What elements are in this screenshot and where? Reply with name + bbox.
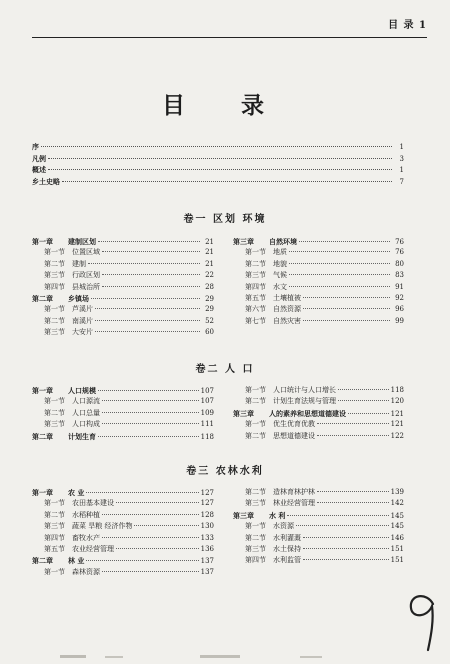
section-number: 第三节	[44, 522, 65, 531]
section-title: 县城治所	[72, 282, 100, 291]
page-number: 21	[205, 248, 214, 257]
section-entry[interactable]	[32, 498, 214, 509]
section-entry[interactable]	[233, 282, 404, 293]
chapter-number: 第三章	[233, 237, 254, 246]
page-number: 137	[200, 567, 214, 576]
dot-leader	[86, 560, 198, 561]
front-matter-item[interactable]	[32, 176, 404, 188]
volume-title: 卷二 人 口	[195, 364, 255, 375]
section-number: 第一节	[44, 499, 65, 508]
page-number: 122	[390, 431, 404, 440]
section-entry[interactable]	[32, 408, 214, 419]
dot-leader	[102, 286, 200, 287]
dot-leader	[317, 435, 389, 436]
page-number: 139	[390, 488, 404, 496]
page-number: 92	[395, 293, 404, 302]
section-title: 行政区划	[72, 271, 100, 280]
section-entry[interactable]	[32, 316, 214, 327]
page-title: 目 录	[161, 92, 288, 119]
scan-edge-marks	[0, 648, 450, 660]
section-title: 水资源	[273, 522, 294, 531]
dot-leader	[134, 525, 198, 526]
section-title: 自然资源	[273, 305, 301, 314]
page-number: 133	[200, 533, 214, 542]
dot-leader	[296, 525, 389, 526]
toc-column-right	[233, 385, 404, 442]
volume-title: 卷一 区划 环境	[183, 214, 267, 225]
dot-leader	[62, 181, 392, 182]
section-title: 人口构成	[72, 420, 100, 429]
section-title: 地质	[273, 248, 287, 257]
section-entry[interactable]	[32, 304, 214, 315]
chapter-title: 自然环境	[269, 237, 297, 246]
running-header-text: 目 录 1	[388, 20, 427, 31]
page-number: 128	[200, 510, 214, 519]
section-number: 第二节	[44, 510, 65, 519]
chapter-title: 人口规模	[68, 386, 96, 395]
dot-leader	[86, 492, 198, 493]
page-number: 7	[399, 178, 404, 187]
section-title: 自然灾害	[273, 316, 301, 325]
page-number: 83	[395, 271, 404, 280]
toc-column-right	[233, 487, 404, 567]
front-matter-list	[32, 141, 404, 188]
handwritten-nine-glyph	[403, 590, 441, 652]
section-title: 林业经营管理	[273, 499, 315, 508]
section-number: 第一节	[245, 522, 266, 531]
toc-column-right	[233, 236, 404, 327]
dot-leader	[303, 297, 390, 298]
chapter-number: 第二章	[32, 556, 53, 566]
section-entry[interactable]	[233, 498, 404, 509]
page-number: 136	[200, 544, 214, 553]
toc-column-left	[32, 385, 214, 442]
section-title: 土壤植被	[273, 293, 301, 302]
dot-leader	[48, 169, 392, 170]
volume-title: 卷三 农林水利	[186, 466, 264, 477]
chapter-number: 第三章	[233, 408, 254, 418]
chapter-title: 乡镇场	[68, 293, 89, 303]
section-title: 地貌	[273, 259, 287, 268]
dot-leader	[289, 286, 390, 287]
section-title: 水稻种植	[72, 510, 100, 519]
section-title: 大安片	[72, 328, 93, 337]
section-title: 建制	[72, 259, 86, 268]
section-number: 第二节	[44, 316, 65, 325]
dot-leader	[303, 537, 389, 538]
page-number: 76	[395, 238, 404, 246]
section-number: 第二节	[245, 488, 266, 496]
section-entry[interactable]	[233, 304, 404, 315]
chapter-entry[interactable]	[233, 236, 404, 247]
page-number: 127	[200, 489, 214, 497]
section-entry[interactable]	[32, 567, 214, 578]
section-title: 水文	[273, 282, 287, 291]
section-number: 第三节	[44, 328, 65, 337]
section-number: 第五节	[44, 544, 65, 553]
dot-leader	[98, 436, 199, 437]
dot-leader	[102, 251, 200, 252]
section-entry[interactable]	[233, 259, 404, 270]
section-entry[interactable]	[32, 327, 214, 338]
section-number: 第四节	[245, 282, 266, 291]
chapter-entry[interactable]	[32, 555, 214, 566]
page-number: 120	[390, 397, 404, 406]
section-number: 第三节	[245, 271, 266, 280]
section-entry[interactable]	[233, 293, 404, 304]
section-entry[interactable]	[233, 431, 404, 442]
section-title: 优生优育优教	[273, 420, 315, 429]
front-matter-item[interactable]	[32, 153, 404, 165]
chapter-title: 计划生育	[68, 431, 96, 441]
section-number: 第一节	[245, 248, 266, 257]
page-number: 76	[395, 248, 404, 257]
page-number: 29	[205, 305, 214, 314]
page-number: 146	[390, 533, 404, 542]
chapter-entry[interactable]	[32, 487, 214, 498]
page-number: 127	[200, 499, 214, 508]
section-entry[interactable]	[32, 533, 214, 544]
section-number: 第六节	[245, 305, 266, 314]
chapter-title: 人的素养和思想道德建设	[269, 408, 346, 418]
section-entry[interactable]	[32, 521, 214, 532]
dot-leader	[348, 413, 389, 414]
dot-leader	[338, 400, 389, 401]
section-title: 人口源流	[72, 397, 100, 406]
chapter-number: 第一章	[32, 237, 53, 246]
section-number: 第三节	[44, 271, 65, 280]
section-number: 第三节	[245, 499, 266, 508]
section-entry[interactable]	[233, 533, 404, 544]
chapter-title: 水 利	[269, 510, 286, 520]
chapter-entry[interactable]	[233, 408, 404, 419]
section-entry[interactable]	[233, 521, 404, 532]
chapter-entry[interactable]	[233, 510, 404, 521]
section-entry[interactable]	[233, 487, 404, 498]
section-number: 第二节	[245, 397, 266, 406]
page-number: 145	[390, 522, 404, 531]
section-number: 第一节	[44, 248, 65, 257]
chapter-entry[interactable]	[32, 236, 214, 247]
section-entry[interactable]	[233, 385, 404, 396]
dot-leader	[287, 515, 388, 516]
chapter-number: 第二章	[32, 431, 53, 441]
section-entry[interactable]	[233, 247, 404, 258]
dot-leader	[303, 320, 390, 321]
page-number: 99	[395, 316, 404, 325]
dot-leader	[299, 241, 390, 242]
page-number: 137	[200, 557, 214, 566]
page-number: 107	[200, 387, 214, 395]
chapter-number: 第二章	[32, 293, 53, 303]
front-matter-label: 概述	[32, 165, 46, 175]
front-matter-label: 乡土史略	[32, 177, 60, 187]
section-number: 第一节	[44, 397, 65, 406]
dot-leader	[102, 571, 199, 572]
page-number: 111	[200, 420, 214, 429]
chapter-entry[interactable]	[32, 385, 214, 396]
section-entry[interactable]	[233, 270, 404, 281]
dot-leader	[303, 559, 389, 560]
section-number: 第二节	[245, 259, 266, 268]
section-title: 水利灌溉	[273, 533, 301, 542]
dot-leader	[102, 400, 199, 401]
section-number: 第四节	[44, 533, 65, 542]
page-number: 118	[200, 432, 214, 441]
section-title: 造林育林护林	[273, 488, 315, 496]
page-number: 151	[390, 556, 404, 565]
page-number: 1	[399, 166, 404, 175]
section-title: 蔬菜 旱粮 经济作物	[72, 522, 133, 531]
page-number: 91	[395, 282, 404, 291]
toc-column-left	[32, 236, 214, 339]
section-entry[interactable]	[32, 396, 214, 407]
dot-leader	[102, 274, 200, 275]
page-number: 80	[395, 259, 404, 268]
dot-leader	[102, 423, 199, 424]
section-title: 气候	[273, 271, 287, 280]
section-title: 芦溪片	[72, 305, 93, 314]
section-title: 农业经营管理	[72, 544, 114, 553]
chapter-entry[interactable]	[32, 293, 214, 304]
dot-leader	[95, 320, 200, 321]
section-entry[interactable]	[32, 282, 214, 293]
scan-edge	[0, 645, 450, 657]
page-number: 130	[200, 522, 214, 531]
page-number: 121	[390, 420, 404, 429]
dot-leader	[116, 548, 199, 549]
chapter-title: 建制区划	[68, 237, 96, 246]
dot-leader	[88, 263, 200, 264]
page-number: 22	[205, 271, 214, 280]
section-entry[interactable]	[32, 419, 214, 430]
page-number: 1	[399, 143, 404, 151]
dot-leader	[95, 308, 200, 309]
page-number: 3	[399, 154, 404, 163]
section-number: 第二节	[245, 533, 266, 542]
section-number: 第五节	[245, 293, 266, 302]
dot-leader	[303, 548, 389, 549]
chapter-number: 第一章	[32, 488, 53, 497]
section-title: 人口总量	[72, 408, 100, 417]
section-number: 第二节	[44, 259, 65, 268]
running-header	[32, 14, 427, 38]
section-entry[interactable]	[32, 259, 214, 270]
section-number: 第三节	[44, 420, 65, 429]
dot-leader	[98, 241, 200, 242]
page-number: 121	[390, 409, 404, 418]
dot-leader	[317, 502, 389, 503]
page-number: 52	[205, 316, 214, 325]
chapter-number: 第一章	[32, 386, 53, 395]
front-matter-label: 凡例	[32, 153, 46, 163]
section-number: 第一节	[245, 420, 266, 429]
section-entry[interactable]	[32, 270, 214, 281]
chapter-title: 林 业	[68, 556, 85, 566]
dot-leader	[41, 146, 392, 147]
page-number: 21	[205, 238, 214, 246]
dot-leader	[317, 423, 389, 424]
section-title: 森林资源	[72, 567, 100, 576]
page-number: 107	[200, 397, 214, 406]
section-entry[interactable]	[32, 510, 214, 521]
section-title: 位置区域	[72, 248, 100, 257]
dot-leader	[289, 263, 390, 264]
dot-leader	[289, 274, 390, 275]
page-number: 29	[205, 294, 214, 303]
page-number: 118	[390, 386, 404, 394]
dot-leader	[95, 331, 200, 332]
section-title: 人口统计与人口增长	[273, 386, 336, 394]
dot-leader	[102, 412, 199, 413]
section-title: 思想道德建设	[273, 431, 315, 440]
chapter-title: 农 业	[68, 488, 85, 497]
section-entry[interactable]	[32, 544, 214, 555]
page-number: 151	[390, 544, 404, 553]
section-number: 第三节	[245, 544, 266, 553]
section-number: 第一节	[44, 305, 65, 314]
page-number: 109	[200, 408, 214, 417]
dot-leader	[48, 158, 392, 159]
page-number: 142	[390, 499, 404, 508]
section-number: 第一节	[245, 386, 266, 394]
page-number: 28	[205, 282, 214, 291]
page-number: 145	[390, 511, 404, 520]
chapter-number: 第三章	[233, 510, 254, 520]
section-entry[interactable]	[233, 544, 404, 555]
dot-leader	[102, 514, 199, 515]
dot-leader	[303, 308, 390, 309]
page-number: 21	[205, 259, 214, 268]
dot-leader	[289, 251, 390, 252]
section-title: 计划生育法规与管理	[273, 397, 336, 406]
section-number: 第七节	[245, 316, 266, 325]
page-number: 60	[205, 328, 214, 337]
front-matter-label: 序	[32, 142, 39, 151]
chapter-entry[interactable]	[32, 431, 214, 442]
section-entry[interactable]	[32, 247, 214, 258]
section-number: 第四节	[44, 282, 65, 291]
section-number: 第四节	[245, 556, 266, 565]
dot-leader	[91, 298, 200, 299]
dot-leader	[98, 390, 199, 391]
section-title: 水利监管	[273, 556, 301, 565]
section-entry[interactable]	[233, 396, 404, 407]
section-title: 农田基本建设	[72, 499, 114, 508]
front-matter-item[interactable]	[32, 141, 404, 153]
section-number: 第一节	[44, 567, 65, 576]
page-number: 96	[395, 305, 404, 314]
section-title: 畜牧水产	[72, 533, 100, 542]
toc-column-left	[32, 487, 214, 578]
dot-leader	[338, 389, 389, 390]
section-number: 第二节	[245, 431, 266, 440]
section-title: 水土保持	[273, 544, 301, 553]
dot-leader	[116, 502, 199, 503]
section-title: 南溪片	[72, 316, 93, 325]
section-entry[interactable]	[233, 316, 404, 327]
section-entry[interactable]	[233, 419, 404, 430]
dot-leader	[102, 537, 199, 538]
dot-leader	[317, 491, 389, 492]
section-entry[interactable]	[233, 555, 404, 566]
front-matter-item[interactable]	[32, 164, 404, 176]
section-number: 第二节	[44, 408, 65, 417]
header-rule	[32, 37, 427, 38]
